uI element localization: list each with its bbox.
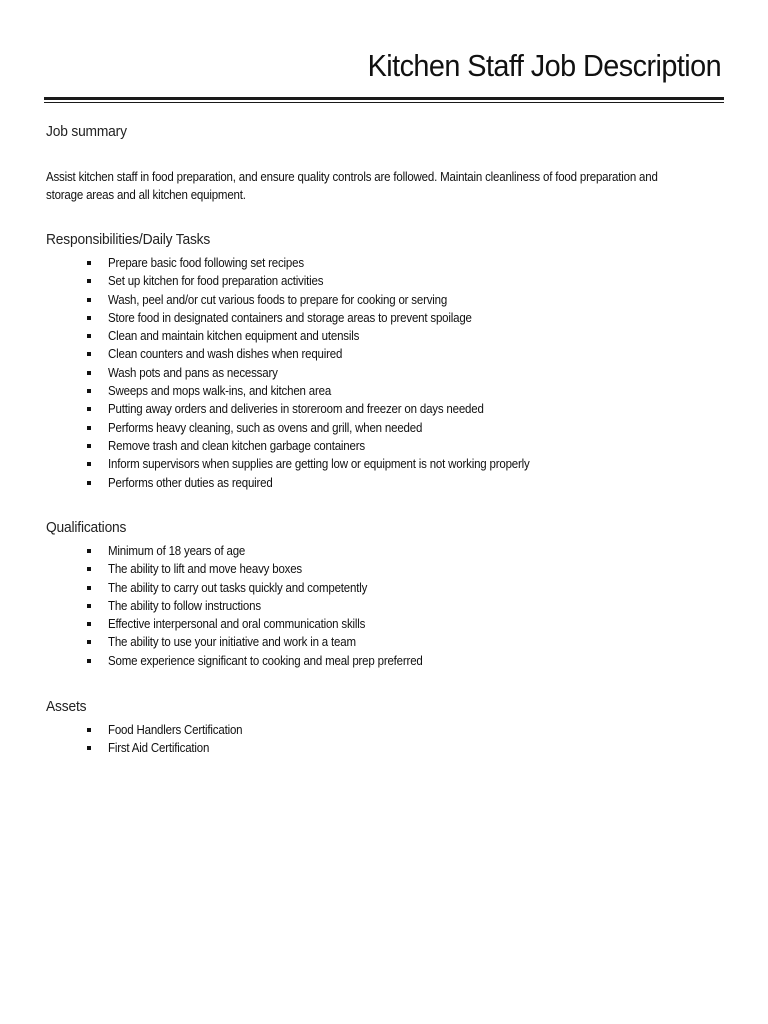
list-item: Wash pots and pans as necessary: [86, 364, 566, 382]
list-item: First Aid Certification: [86, 739, 254, 757]
bullet-marker: [87, 316, 91, 320]
bullet-marker: [87, 462, 91, 466]
list-item: Sweeps and mops walk-ins, and kitchen area: [86, 382, 566, 400]
responsibilities-list: [86, 254, 566, 492]
responsibilities-heading: Responsibilities/Daily Tasks: [46, 231, 211, 248]
title-rule-thick: [44, 97, 724, 100]
bullet-marker: [87, 549, 91, 553]
list-item: Inform supervisors when supplies are getting low or equipment is not working properly: [86, 455, 566, 473]
list-item: Clean counters and wash dishes when required: [86, 345, 566, 363]
job-summary-heading: Job summary: [46, 123, 127, 140]
bullet-marker: [87, 659, 91, 663]
qualifications-list: [86, 542, 450, 670]
bullet-marker: [87, 352, 91, 356]
bullet-marker: [87, 426, 91, 430]
assets-list: [86, 721, 254, 758]
list-item: The ability to use your initiative and work in a team: [86, 633, 450, 651]
qualifications-heading: Qualifications: [46, 519, 127, 536]
list-item: Some experience significant to cooking and meal prep preferred: [86, 652, 450, 670]
list-item: Putting away orders and deliveries in storeroom and freezer on days needed: [86, 400, 566, 418]
list-item: Performs heavy cleaning, such as ovens and grill, when needed: [86, 419, 566, 437]
title-rule-thin: [44, 102, 724, 103]
list-item: Wash, peel and/or cut various foods to prepare for cooking or serving: [86, 291, 566, 309]
list-item: Performs other duties as required: [86, 474, 566, 492]
list-item: Clean and maintain kitchen equipment and utensils: [86, 327, 566, 345]
bullet-marker: [87, 389, 91, 393]
list-item: The ability to carry out tasks quickly and competently: [86, 579, 450, 597]
list-item: Effective interpersonal and oral communication skills: [86, 615, 450, 633]
list-item: Food Handlers Certification: [86, 721, 254, 739]
bullet-marker: [87, 640, 91, 644]
assets-heading: Assets: [46, 698, 87, 715]
document-title: Kitchen Staff Job Description: [367, 48, 721, 83]
list-item: The ability to follow instructions: [86, 597, 450, 615]
bullet-marker: [87, 261, 91, 265]
list-item: The ability to lift and move heavy boxes: [86, 560, 450, 578]
list-item: Minimum of 18 years of age: [86, 542, 450, 560]
bullet-marker: [87, 371, 91, 375]
list-item: Remove trash and clean kitchen garbage containers: [86, 437, 566, 455]
bullet-marker: [87, 407, 91, 411]
bullet-marker: [87, 298, 91, 302]
bullet-marker: [87, 586, 91, 590]
bullet-marker: [87, 622, 91, 626]
bullet-marker: [87, 728, 91, 732]
bullet-marker: [87, 444, 91, 448]
bullet-marker: [87, 604, 91, 608]
bullet-marker: [87, 481, 91, 485]
list-item: Prepare basic food following set recipes: [86, 254, 566, 272]
list-item: Store food in designated containers and storage areas to prevent spoilage: [86, 309, 566, 327]
bullet-marker: [87, 279, 91, 283]
bullet-marker: [87, 567, 91, 571]
bullet-marker: [87, 746, 91, 750]
job-summary-text: Assist kitchen staff in food preparation, and ensure quality controls are followed. Maintain cleanliness of food preparation and storage areas and all kitchen equipment.: [46, 170, 658, 202]
bullet-marker: [87, 334, 91, 338]
list-item: Set up kitchen for food preparation activities: [86, 272, 566, 290]
